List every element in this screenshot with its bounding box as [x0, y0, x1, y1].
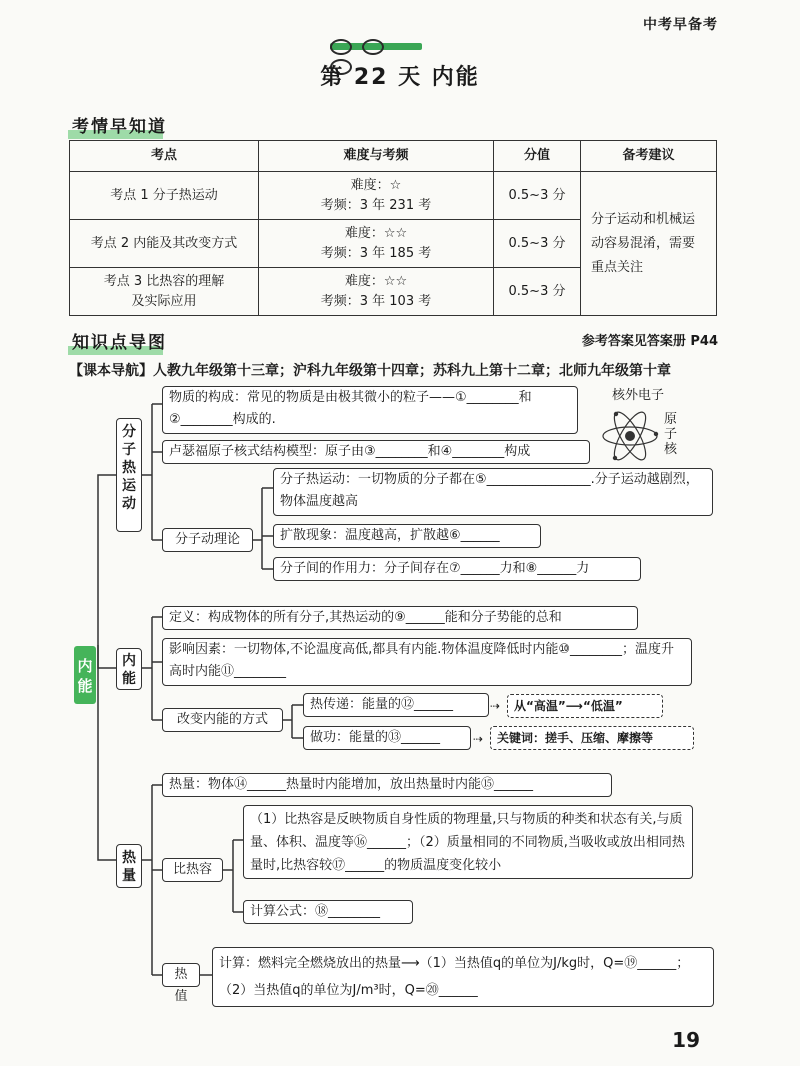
branch-molecular-motion: 分子热运动: [116, 418, 142, 532]
diffusion-box: 扩散现象：温度越高，扩散越⑥______: [273, 524, 541, 548]
textbook-guide: 【课本导航】人教九年级第十三章；沪科九年级第十四章；苏科九上第十二章；北师九年级第十章: [69, 363, 671, 379]
exam-point: 考点 1 分子热运动: [70, 172, 259, 220]
exam-point: 考点 3 比热容的理解: [103, 273, 225, 289]
frequency: 考频：3 年 103 考: [320, 293, 432, 309]
nucleus-label: 原子核: [664, 412, 678, 457]
change-methods-label: 改变内能的方式: [162, 708, 283, 732]
frequency: 考频：3 年 185 考: [320, 245, 432, 261]
influence-factors-box: 影响因素：一切物体,不论温度高低,都具有内能.物体温度降低时内能⑩________；温度升高时内能⑪________: [162, 638, 692, 686]
exam-section-heading: 考情早知道: [72, 112, 167, 137]
score: 0.5~3 分: [494, 220, 581, 268]
exam-point: 考点 2 内能及其改变方式: [70, 220, 259, 268]
column-header: 备考建议: [581, 141, 717, 172]
score: 0.5~3 分: [494, 268, 581, 316]
score: 0.5~3 分: [494, 172, 581, 220]
kinetic-theory-label: 分子动理论: [162, 528, 253, 552]
advice: 分子运动和机械运动容易混淆，需要重点关注: [581, 172, 717, 316]
definition-box: 定义：构成物体的所有分子,其热运动的⑨______能和分子势能的总和: [162, 606, 638, 630]
heat-transfer-box: 热传递：能量的⑫______: [303, 693, 489, 717]
map-section-heading: 知识点导图: [72, 328, 167, 353]
difficulty: 难度：☆☆: [344, 225, 408, 241]
specific-heat-label: 比热容: [162, 858, 223, 882]
arrow-icon: ⇢: [473, 732, 484, 746]
page-title: 第 22 天 内能: [320, 65, 480, 90]
atom-icon: [600, 406, 660, 466]
branch-heat: 热量: [116, 844, 142, 888]
work-box: 做功：能量的⑬______: [303, 726, 471, 750]
rutherford-model-box: 卢瑟福原子核式结构模型：原子由③________和④________构成: [162, 440, 590, 464]
heat-transfer-note: 从“高温”⟶“低温”: [507, 694, 663, 718]
series-label: 中考早备考: [643, 17, 718, 33]
exam-point-cont: 及实际应用: [131, 293, 197, 309]
mind-map-root: 内能: [74, 646, 96, 704]
branch-internal-energy: 内能: [116, 648, 142, 690]
intermolecular-force-box: 分子间的作用力：分子间存在⑦______力和⑧______力: [273, 557, 641, 581]
heat-value-box: 计算：燃料完全燃烧放出的热量⟶（1）当热值q的单位为J/kg时，Q=⑲______；（2）当热值q的单位为J/m³时，Q=⑳______: [212, 947, 714, 1007]
arrow-icon: ⇢: [490, 699, 501, 713]
heat-value-label: 热值: [162, 963, 200, 987]
column-header: 难度与考频: [259, 141, 494, 172]
matter-structure-box: 物质的构成：常见的物质是由极其微小的粒子——①________和②________构成的.: [162, 386, 578, 434]
frequency: 考频：3 年 231 考: [320, 197, 432, 213]
thermal-motion-box: 分子热运动：一切物质的分子都在⑤________________.分子运动越剧烈，物体温度越高: [273, 468, 713, 516]
atom-diagram: [600, 406, 660, 466]
work-note: 关键词：搓手、压缩、摩擦等: [490, 726, 694, 750]
difficulty: 难度：☆☆: [344, 273, 408, 289]
heat-box: 热量：物体⑭______热量时内能增加，放出热量时内能⑮______: [162, 773, 612, 797]
column-header: 考点: [70, 141, 259, 172]
specific-heat-box: （1）比热容是反映物质自身性质的物理量,只与物质的种类和状态有关,与质量、体积、温度等⑯______；（2）质量相同的不同物质,当吸收或放出相同热量时,比热容较⑰______的物质温度变化较小: [243, 805, 693, 879]
page-number: 19: [672, 1028, 700, 1052]
difficulty: 难度：☆: [350, 177, 402, 193]
formula-box: 计算公式：⑱________: [243, 900, 413, 924]
column-header: 分值: [494, 141, 581, 172]
answer-reference: 参考答案见答案册 P44: [581, 334, 718, 349]
electron-label: 核外电子: [612, 388, 665, 403]
